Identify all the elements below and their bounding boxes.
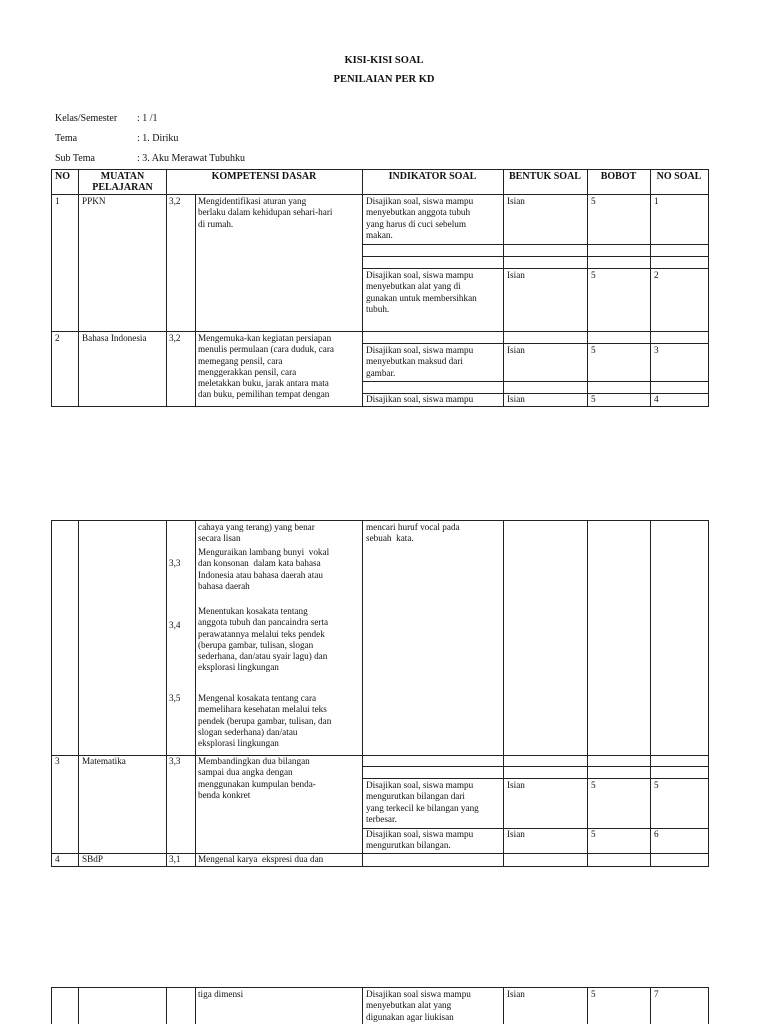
- row-kompetensi: Mengemuka-kan kegiatan persiapan menulis permulaan (cara duduk, cara memegang pensil, cara menggerakkan pensil, cara meletakkan buku, jarak antara mata dan buku, pemilihan tempat dengan: [198, 333, 334, 400]
- row-bobot: 5: [591, 780, 596, 790]
- row-bobot: 5: [591, 270, 596, 280]
- grid-line: [362, 520, 363, 867]
- row-nosoal: 7: [654, 989, 659, 999]
- row-indikator: Disajikan soal, siswa mampu: [366, 394, 474, 404]
- grid-line: [51, 853, 709, 854]
- row-kompetensi: Mengidentifikasi aturan yang berlaku dalam kehidupan sehari-hari di rumah.: [198, 196, 333, 229]
- row-indikator: Disajikan soal siswa mampu menyebutkan alat yang digunakan agar liukisan: [366, 989, 471, 1022]
- grid-line: [708, 520, 709, 867]
- row-bentuk: Isian: [507, 829, 525, 839]
- grid-line: [51, 406, 709, 407]
- grid-line: [362, 343, 709, 344]
- row-indikator: Disajikan soal, siswa mampu menyebutkan maksud dari gambar.: [366, 345, 474, 378]
- row-kd-code: 3,4: [169, 620, 181, 630]
- row-kd-code: 3,2: [169, 196, 181, 206]
- grid-line: [78, 520, 79, 867]
- row-nosoal: 6: [654, 829, 659, 839]
- document-subtitle: PENILAIAN PER KD: [333, 74, 435, 85]
- grid-line: [51, 169, 52, 407]
- grid-line: [195, 987, 196, 1024]
- info-label-tema: Tema: [55, 133, 78, 144]
- grid-line: [51, 520, 52, 867]
- grid-line: [650, 987, 651, 1024]
- row-indikator: Disajikan soal, siswa mampu menyebutkan alat yang di gunakan untuk membersihkan tubuh.: [366, 270, 477, 314]
- grid-line: [78, 987, 79, 1024]
- grid-line: [166, 169, 167, 407]
- grid-line: [51, 987, 52, 1024]
- row-indikator: Disajikan soal, siswa mampu mengurutkan bilangan.: [366, 829, 474, 851]
- grid-line: [51, 866, 709, 867]
- row-nosoal: 3: [654, 345, 659, 355]
- header-bobot: BOBOT: [600, 171, 637, 182]
- row-bobot: 5: [591, 345, 596, 355]
- info-value-kelas: : 1 /1: [137, 113, 158, 124]
- row-kd-code: 3,3: [169, 558, 181, 568]
- header-kompetensi: KOMPETENSI DASAR: [211, 171, 317, 182]
- grid-line: [51, 331, 709, 332]
- grid-line: [362, 987, 363, 1024]
- grid-line: [650, 520, 651, 867]
- row-kd-code: 3,2: [169, 333, 181, 343]
- grid-line: [51, 169, 709, 170]
- info-value-tema: : 1. Diriku: [137, 133, 179, 144]
- row-indikator: Disajikan soal, siswa mampu menyebutkan anggota tubuh yang harus di cuci sebelum makan.: [366, 196, 474, 240]
- grid-line: [587, 987, 588, 1024]
- row-indikator-continued: mencari huruf vocal pada sebuah kata.: [366, 522, 460, 544]
- row-kompetensi-continued: tiga dimensi: [198, 989, 244, 999]
- grid-line: [362, 244, 709, 245]
- row-kd-code: 3,1: [169, 854, 181, 864]
- row-bobot: 5: [591, 196, 596, 206]
- row-nosoal: 4: [654, 394, 659, 404]
- grid-line: [195, 520, 196, 867]
- grid-line: [362, 778, 709, 779]
- row-kompetensi: Mengenal kosakata tentang cara memelihara kesehatan melalui teks pendek (berupa gambar, tulisan, dan slogan sederhana) dan/atau eksplorasi lingkungan: [198, 693, 332, 749]
- grid-line: [503, 987, 504, 1024]
- header-bentuk: BENTUK SOAL: [509, 171, 581, 182]
- grid-line: [51, 520, 709, 521]
- row-bentuk: Isian: [507, 780, 525, 790]
- row-no: 3: [55, 756, 60, 766]
- row-no: 2: [55, 333, 60, 343]
- row-kompetensi: Menguraikan lambang bunyi vokal dan konsonan dalam kata bahasa Indonesia atau bahasa daerah atau bahasa daerah: [198, 547, 330, 591]
- grid-line: [503, 520, 504, 867]
- grid-line: [503, 169, 504, 407]
- row-kompetensi: Mengenal karya ekspresi dua dan: [198, 854, 324, 864]
- row-muatan: Bahasa Indonesia: [82, 333, 147, 343]
- grid-line: [51, 194, 709, 195]
- row-muatan: PPKN: [82, 196, 106, 206]
- grid-line: [51, 755, 709, 756]
- row-bobot: 5: [591, 829, 596, 839]
- grid-line: [362, 766, 709, 767]
- grid-line: [708, 169, 709, 407]
- row-bentuk: Isian: [507, 270, 525, 280]
- info-label-subtema: Sub Tema: [55, 153, 95, 164]
- header-nosoal: NO SOAL: [656, 171, 702, 182]
- row-kd-code: 3,3: [169, 756, 181, 766]
- header-no: NO: [55, 171, 70, 182]
- grid-line: [166, 520, 167, 867]
- grid-line: [708, 987, 709, 1024]
- row-nosoal: 2: [654, 270, 659, 280]
- row-nosoal: 5: [654, 780, 659, 790]
- row-kd-code: 3,5: [169, 693, 181, 703]
- document-title: KISI-KISI SOAL: [344, 55, 424, 66]
- grid-line: [587, 520, 588, 867]
- row-no: 1: [55, 196, 60, 206]
- row-muatan: Matematika: [82, 756, 126, 766]
- row-bentuk: Isian: [507, 345, 525, 355]
- row-bentuk: Isian: [507, 196, 525, 206]
- grid-line: [362, 268, 709, 269]
- row-nosoal: 1: [654, 196, 659, 206]
- row-bobot: 5: [591, 989, 596, 999]
- row-bobot: 5: [591, 394, 596, 404]
- row-indikator: Disajikan soal, siswa mampu mengurutkan bilangan dari yang terkecil ke bilangan yang terbesar.: [366, 780, 479, 824]
- grid-line: [587, 169, 588, 407]
- grid-line: [362, 381, 709, 382]
- grid-line: [650, 169, 651, 407]
- header-indikator: INDIKATOR SOAL: [388, 171, 477, 182]
- grid-line: [51, 987, 709, 988]
- grid-line: [78, 169, 79, 407]
- info-label-kelas: Kelas/Semester: [55, 113, 118, 124]
- row-bentuk: Isian: [507, 989, 525, 999]
- row-kompetensi: Menentukan kosakata tentang anggota tubuh dan pancaindra serta perawatannya melalui teks pendek (berupa gambar, tulisan, slogan sederhana, dan/atau syair lagu) dan eksplorasi lingkungan: [198, 606, 329, 673]
- grid-line: [166, 987, 167, 1024]
- row-kompetensi-continued: cahaya yang terang) yang benar secara lisan: [198, 522, 315, 544]
- row-no: 4: [55, 854, 60, 864]
- grid-line: [195, 194, 196, 407]
- info-value-subtema: : 3. Aku Merawat Tubuhku: [137, 153, 246, 164]
- grid-line: [362, 256, 709, 257]
- row-muatan: SBdP: [82, 854, 103, 864]
- header-muatan: MUATAN PELAJARAN: [92, 171, 153, 193]
- row-bentuk: Isian: [507, 394, 525, 404]
- grid-line: [362, 169, 363, 407]
- row-kompetensi: Membandingkan dua bilangan sampai dua angka dengan menggunakan kumpulan benda- benda konkret: [198, 756, 316, 800]
